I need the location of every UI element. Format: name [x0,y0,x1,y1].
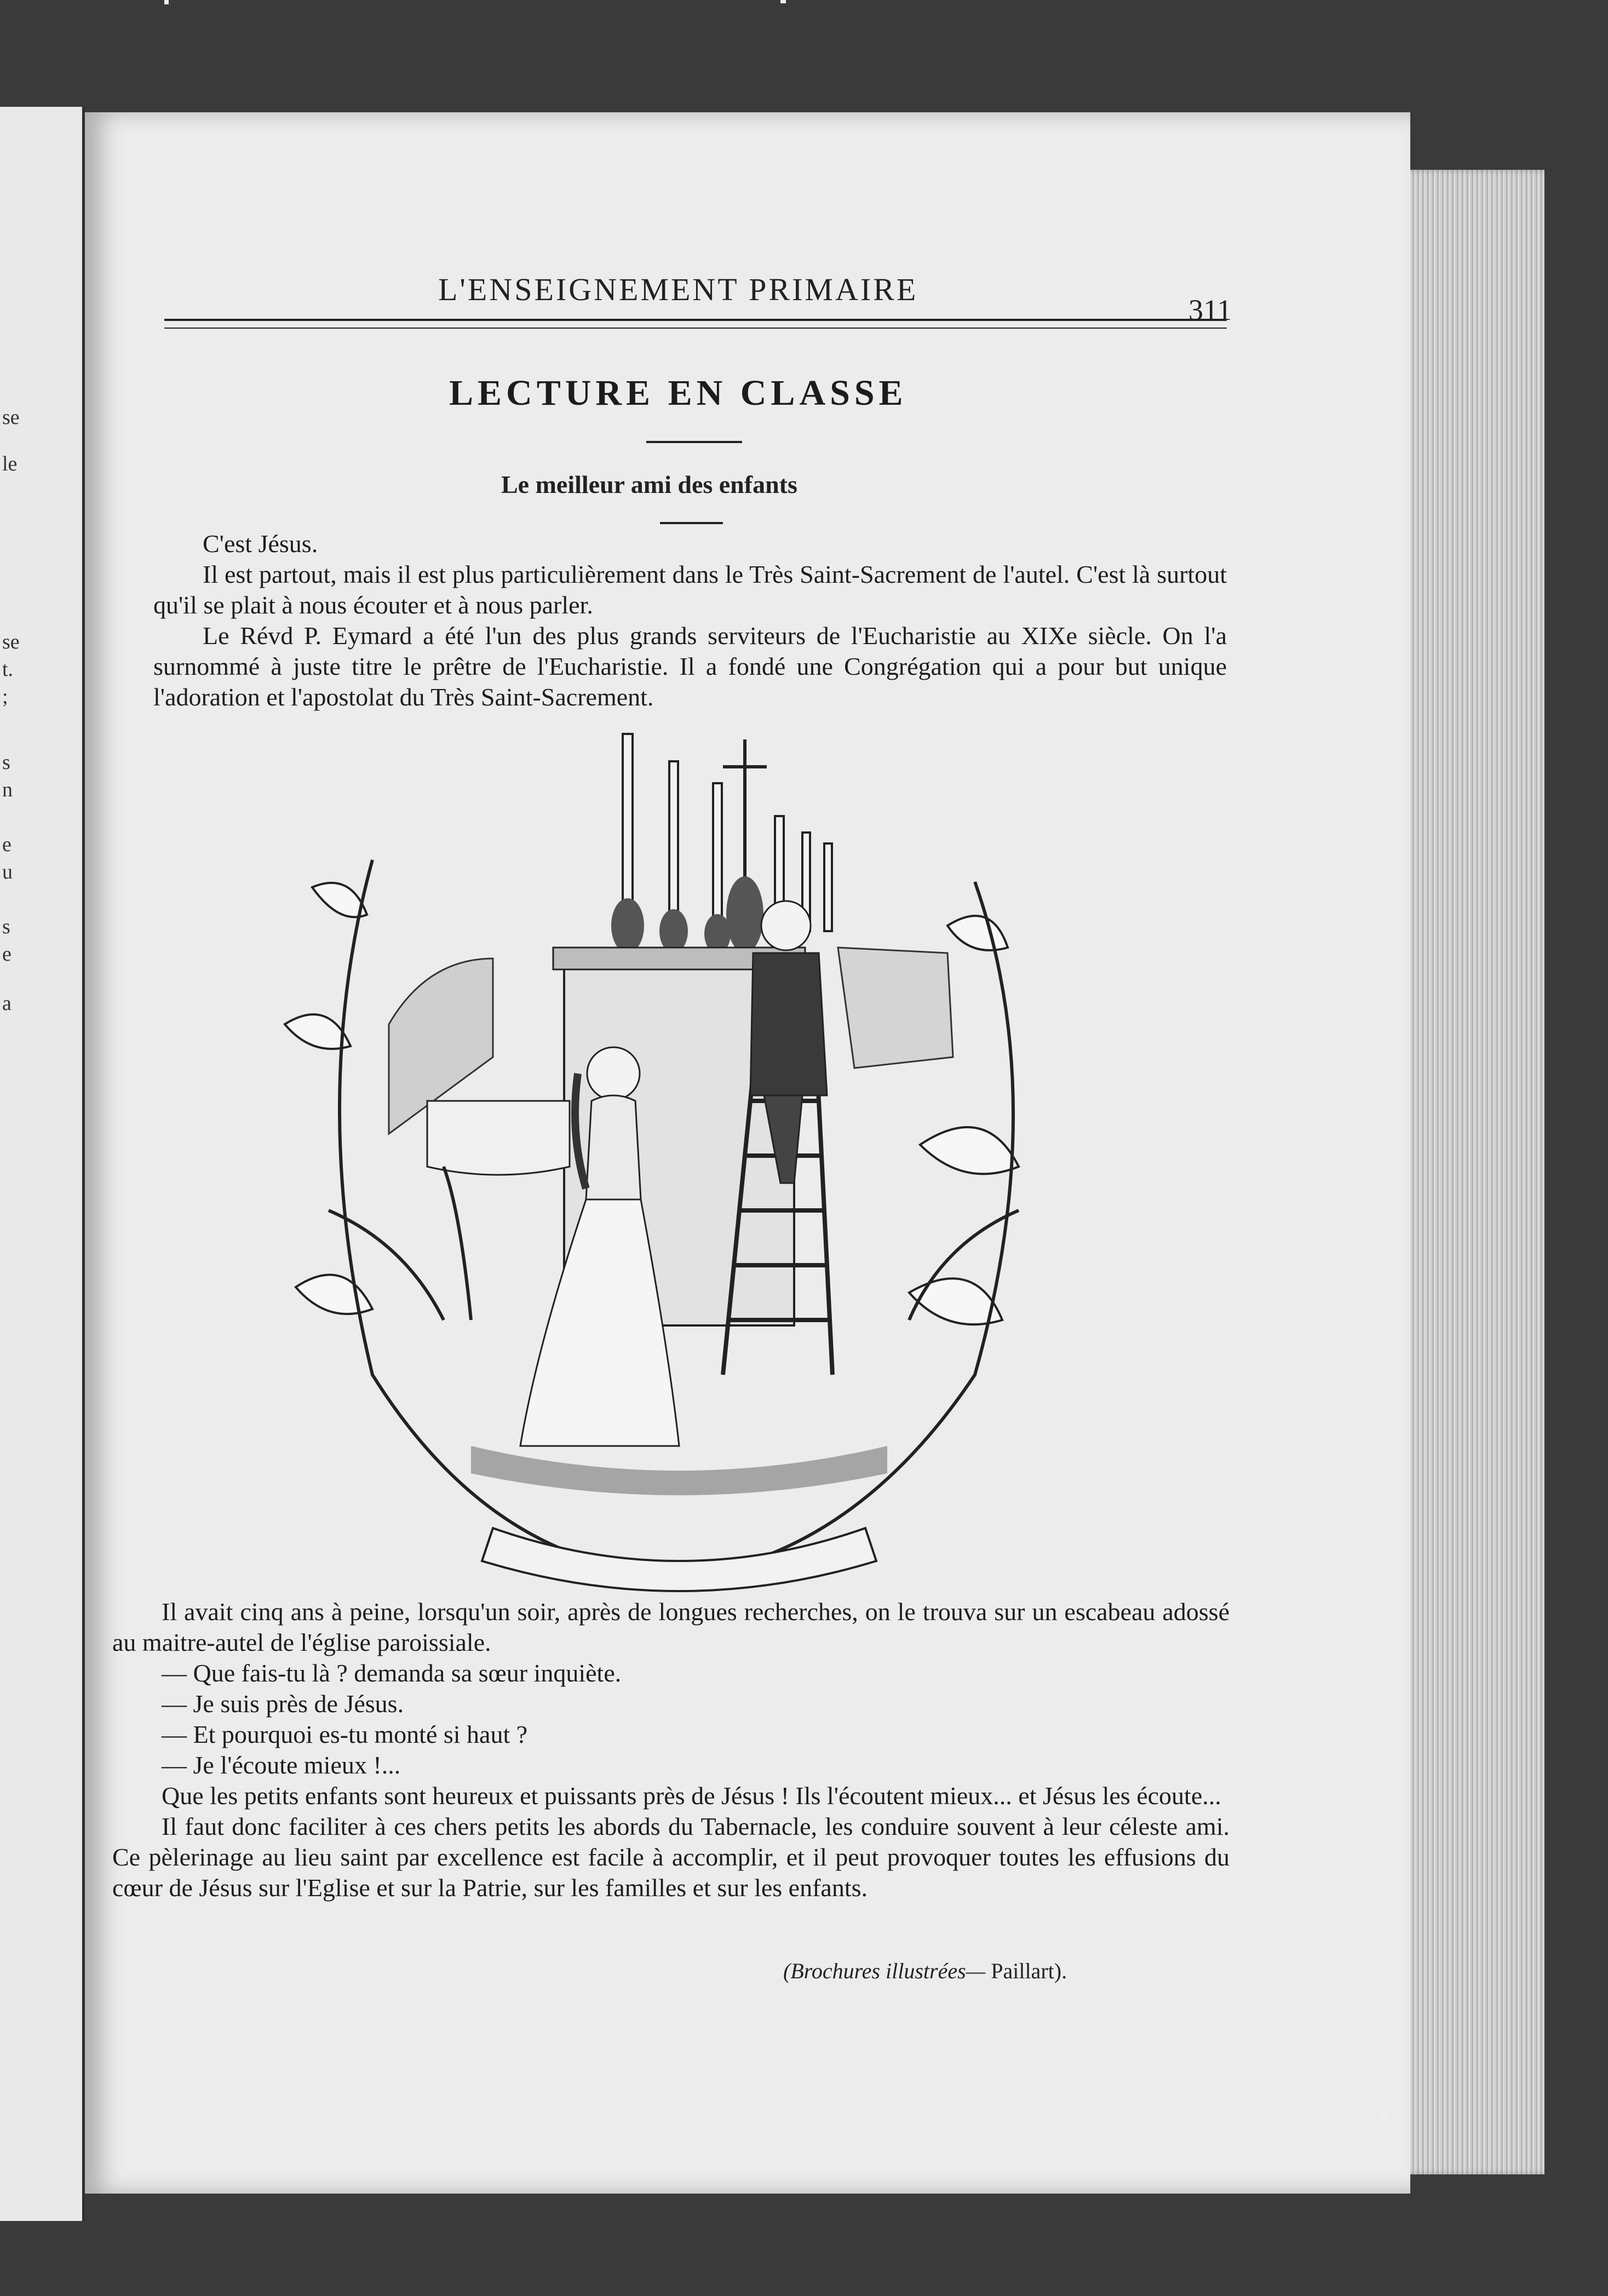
left-page-fragment: s [2,751,10,774]
book-page-edges [1391,170,1544,2174]
film-speck [164,0,169,4]
article-subtitle: Le meilleur ami des enfants [501,470,797,498]
story-paragraph: Que les petits enfants sont heureux et puissants près de Jésus ! Ils l'écoutent mieux... et Jésus les écoute... [162,1782,1221,1810]
altar-engraving-illustration [263,718,1095,1599]
credit-publisher: Paillart). [991,1959,1067,1983]
film-speck [1379,2111,1388,2120]
left-page-fragment: t. [2,658,14,681]
left-page-fragment: e [2,833,12,856]
dialogue-line: — Je suis près de Jésus. [162,1690,404,1718]
intro-paragraph: C'est Jésus. [203,530,318,558]
left-page-fragment: le [2,452,18,475]
source-credit [783,1958,1067,1984]
title-rule [646,441,742,443]
running-head: L'ENSEIGNEMENT PRIMAIRE [438,272,918,307]
story-text [112,1597,1230,1903]
intro-text [153,529,1227,713]
left-page-fragment: ; [2,685,8,708]
left-page-fragment: n [2,778,13,801]
left-page-fragment: e [2,943,12,966]
section-title: LECTURE EN CLASSE [449,373,908,413]
header-rule [164,319,1227,329]
left-page-fragment: u [2,860,13,883]
story-paragraph: Il avait cinq ans à peine, lorsqu'un soir, après de longues recherches, on le trouva sur un escabeau adossé au maitre-autel de l'église paroissiale. [112,1598,1230,1656]
dialogue-line: — Je l'écoute mieux !... [162,1751,401,1779]
story-paragraph: Il faut donc faciliter à ces chers petits les abords du Tabernacle, les conduire souvent à leur céleste ami. Ce pèlerinage au lieu saint par excellence est facile à accomplir, et il peut provoquer toutes les effusions du cœur de Jésus sur l'Eglise et sur la Patrie, sur les familles et sur les enfants. [112,1812,1230,1902]
left-page-fragment: se [2,406,20,429]
intro-paragraph: Il est partout, mais il est plus particulièrement dans le Très Saint-Sacrement de l'autel. C'est là surtout qu'il se plait à nous écouter et à nous parler. [153,560,1227,619]
dialogue-line: — Et pourquoi es-tu monté si haut ? [162,1720,528,1748]
left-page-fragment: a [2,992,12,1015]
left-page-fragment: s [2,915,10,938]
left-page-fragment: se [2,630,20,653]
page-number: 311 [1188,294,1232,326]
intro-paragraph: Le Révd P. Eymard a été l'un des plus grands serviteurs de l'Eucharistie au XIXe siècle. On l'a surnommé à juste titre le prêtre de l'Eucharistie. Il a fondé une Congrégation qui a pour but unique l'adoration et l'apostolat du Très Saint-Sacrement. [153,622,1227,711]
dialogue-line: — Que fais-tu là ? demanda sa sœur inquiète. [162,1659,622,1687]
subtitle-rule [660,522,723,524]
credit-source: (Brochures illustrées— [783,1959,986,1983]
film-speck [780,0,786,3]
left-page-edge [0,107,84,2221]
